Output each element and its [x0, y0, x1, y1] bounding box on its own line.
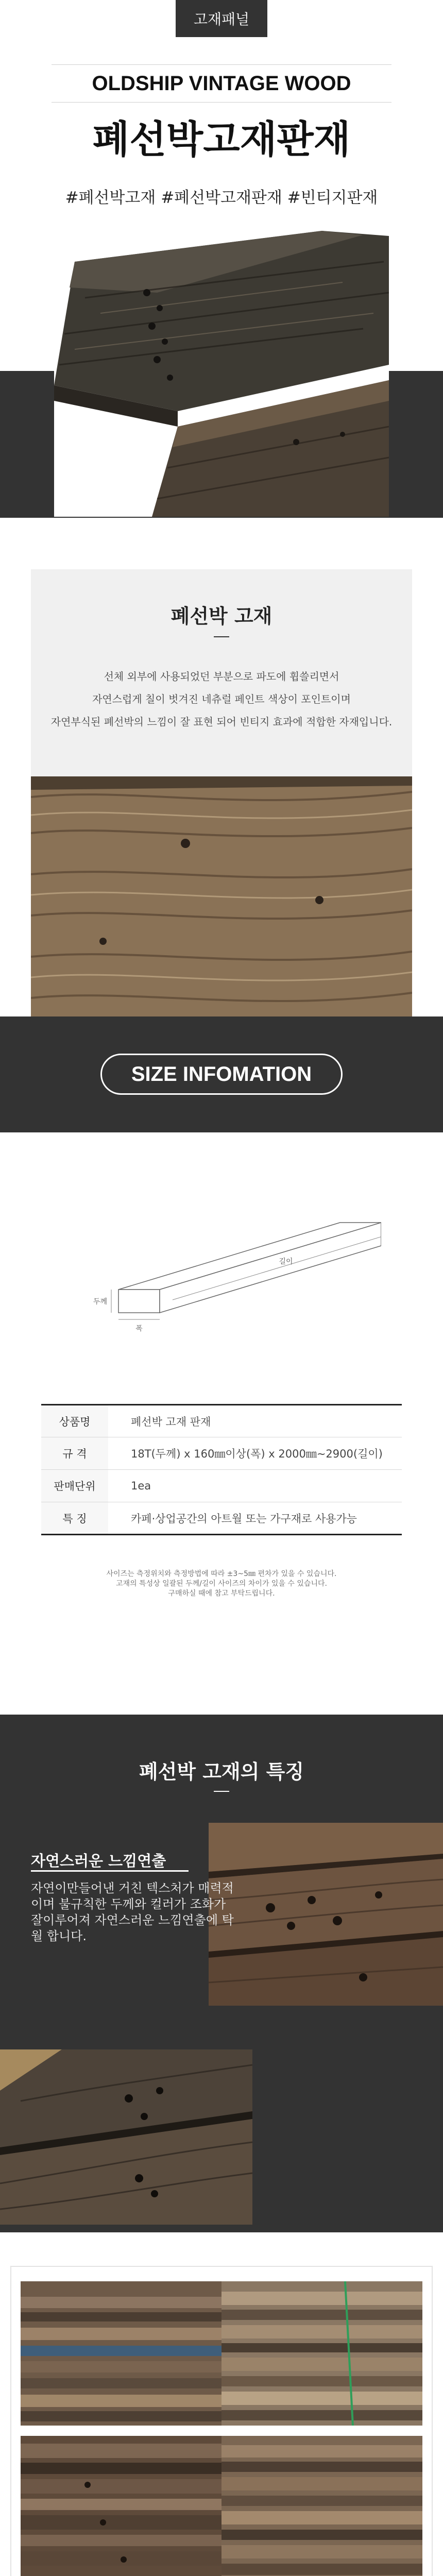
category-tag: 고재패널	[176, 0, 267, 37]
size-info-badge: SIZE INFOMATION	[100, 1054, 343, 1095]
feature-wood-image-1	[209, 1823, 443, 2006]
thickness-label: 두께	[93, 1298, 107, 1306]
spec-value: 카페·상업공간의 아트월 또는 가구재로 사용가능	[108, 1502, 402, 1535]
intro-title: 폐선박 고재	[171, 605, 272, 628]
spec-value: 18T(두께) x 160㎜이상(폭) x 2000㎜~2900(길이)	[108, 1437, 402, 1470]
hashtags: #폐선박고재 #폐선박고재판재 #빈티지판재	[65, 189, 378, 207]
dimension-drawing	[77, 1181, 381, 1351]
table-row	[41, 1470, 402, 1502]
spec-table	[41, 1404, 402, 1535]
size-notes	[0, 1569, 443, 1599]
brand-title: OLDSHIP VINTAGE WOOD	[92, 72, 351, 95]
features-section	[0, 1715, 443, 2232]
intro-line: 선체 외부에 사용되었던 부분으로 파도에 휩쓸리면서	[104, 670, 339, 683]
gallery-stack-image-4	[222, 2436, 422, 2576]
gallery-section	[0, 2232, 443, 2576]
divider	[214, 1791, 229, 1792]
length-label: 길이	[279, 1258, 293, 1266]
spec-key: 특 징	[41, 1502, 108, 1535]
spec-section	[0, 1132, 443, 1715]
table-row	[41, 1437, 402, 1470]
divider	[52, 64, 391, 65]
gallery-stack-image-2	[222, 2281, 422, 2426]
intro-description	[31, 665, 412, 733]
gallery-stack-image-3	[21, 2436, 222, 2576]
spec-value: 폐선박 고재 판재	[108, 1405, 402, 1437]
width-label: 폭	[135, 1325, 143, 1333]
product-title: 폐선박고재판재	[92, 117, 351, 162]
note-line: 구매하실 때에 참고 부탁드립니다.	[168, 1589, 275, 1598]
intro-panel	[31, 569, 412, 1016]
divider	[214, 636, 229, 637]
feature-wood-image-2	[0, 2049, 252, 2225]
spec-key: 판매단위	[41, 1470, 108, 1502]
intro-line: 자연부식된 폐선박의 느낌이 잘 표현 되어 빈티지 효과에 적합한 자재입니다.	[50, 716, 393, 728]
hero-wood-image	[54, 231, 389, 517]
spec-value: 1ea	[108, 1470, 402, 1502]
features-description: 자연이만들어낸 거친 텍스처가 매력적이며 불규칙한 두께와 컬러가 조화가 잘이루어져 자연스러운 느낌연출에 탁월 합니다.	[31, 1881, 234, 1943]
hero-section	[0, 0, 443, 518]
table-row	[41, 1405, 402, 1437]
divider	[31, 1870, 189, 1872]
size-info-header	[0, 1016, 443, 1132]
features-subtitle: 자연스러운 느낌연출	[31, 1852, 166, 1870]
note-line: 고재의 특성상 일괄된 두께/길이 사이즈의 차이가 있을 수 있습니다.	[116, 1580, 327, 1588]
spec-key: 규 격	[41, 1437, 108, 1470]
intro-line: 자연스럽게 칠이 벗겨진 네츄럴 페인트 색상이 포인트이며	[92, 693, 351, 705]
note-line: 사이즈는 측정위치와 측정방법에 따라 ±3~5㎜ 편차가 있을 수 있습니다.	[106, 1570, 337, 1578]
intro-section	[0, 518, 443, 1016]
gallery-stack-image-1	[21, 2281, 222, 2426]
table-row	[41, 1502, 402, 1535]
wood-closeup-image	[31, 776, 412, 1016]
spec-key: 상품명	[41, 1405, 108, 1437]
features-title: 폐선박 고재의 특징	[139, 1760, 304, 1783]
divider	[52, 102, 391, 103]
